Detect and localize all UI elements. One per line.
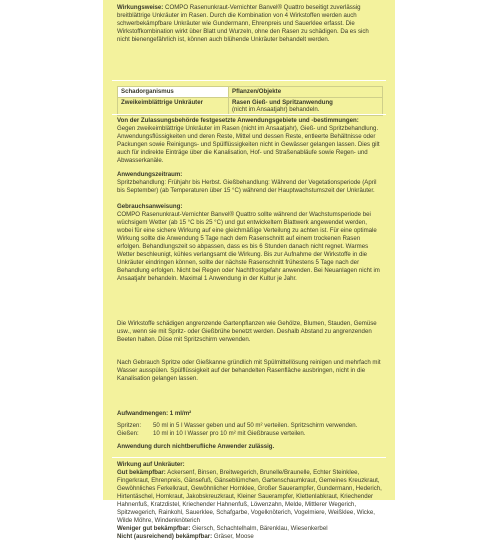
usage-heading: Gebrauchsanweisung:	[117, 203, 183, 210]
period-heading: Anwendungszeitraum:	[117, 171, 183, 178]
table-header-plants: Pflanzen/Objekte	[229, 87, 383, 98]
application-table	[117, 86, 383, 116]
cleaning-paragraph	[117, 359, 383, 383]
table-cell-organism: Zweikeimblättrige Unkräuter	[118, 97, 229, 115]
efficacy-heading: Wirkung auf Unkräuter:	[117, 461, 185, 468]
intro-text: COMPO Rasenunkraut-Vernichter Banvel® Quattro beseitigt zuverlässig breitblättrige Unkräuter im Rasen. Durch die Kombination von 4 Wirkstoffen werden auch schwerbekämpfbare Unkräuter wie Gundermann, Ehrenpreis und Sauerklee erfasst. Die Wirkstoffkombination wirkt über Blatt und Wurzeln, ohne den Rasen zu schädigen. Da es sich nicht bienengefährlich ist, können auch blühende Unkräuter behandelt werden.	[117, 4, 369, 44]
intro-paragraph	[117, 4, 383, 44]
regulation-heading: Von der Zulassungsbehörde festgesetzte Anwendungsgebiete und -bestimmungen:	[117, 117, 359, 124]
efficacy-section: Wirkung auf Unkräuter: Gut bekämpfbar: Ackersenf, Binsen, Breitwegerich, Brunelle/Braunelle, Echter Steinklee, Fingerkraut, Ehrenpreis, Gänsefuß, Gänseblümchen, Gartenschaumkraut, Gemeines Kreuzkraut, Gewöhnliches Ferkelkraut, Gewöhnlicher Hornklee, Großer Sauerampfer, Gundermann, Hederich, Hirtentäschel, Hornkraut, Jakobskreuzkraut, Kleiner Sauerampfer, Klettenlabkraut, Kriechender Hahnenfuß, Kratzdistel, Kriechender Hahnenfuß, Löwenzahn, Melde, Mittlerer Wegerich, Spitzwegerich, Rainkohl, Sauerklee, Schafgarbe, Vogelknöterich, Vogelmiere, Weißklee, Wicke, Wilde Möhre, Windenknöterich Weniger gut bekämpfbar: Giersch, Schachtelhalm, Bärenklau, Wiesenkerbel Nicht (ausreichend) bekämpfbar: Gräser, Moose	[117, 461, 382, 541]
product-label	[103, 0, 395, 541]
notice-paragraph	[117, 320, 383, 344]
efficacy-none-text: Gräser, Moose	[213, 533, 254, 541]
user-warning: Anwendung durch nichtberufliche Anwender zulässig.	[117, 443, 275, 450]
table-header-organism: Schadorganismus	[118, 87, 229, 98]
efficacy-good-text: Ackersenf, Binsen, Breitwegerich, Brunelle/Braunelle, Echter Steinklee, Fingerkraut, Ehrenpreis, Gänsefuß, Gänseblümchen, Gartenschaumkraut, Gemeines Kreuzkraut, Gewöhnliches Ferkelkraut, Gewöhnlicher Hornklee, Großer Sauerampfer, Gundermann, Hederich, Hirtentäschel, Hornkraut, Jakobskreuzkraut, Kleiner Sauerampfer, Klettenlabkraut, Kriechender Hahnenfuß, Kratzdistel, Kriechender Hahnenfuß, Löwenzahn, Melde, Mittlerer Wegerich, Spitzwegerich, Rainkohl, Sauerklee, Schafgarbe, Vogelknöterich, Vogelmiere, Weißklee, Wicke, Wilde Möhre, Windenknöterich	[117, 469, 382, 525]
dosage-water: Gießen: 10 ml in 10 l Wasser pro 10 m² mit Gießbrause verteilen.	[117, 430, 306, 438]
notice-text: Die Wirkstoffe schädigen angrenzende Gartenpflanzen wie Gehölze, Blumen, Stauden, Gemüse usw., wenn sie mit Spritz- oder Gießbrühe benetzt werden. Deshalb Abstand zu angrenzenden Beeten halten. Düse mit Spritzschirm verwenden.	[117, 320, 377, 344]
intro-heading: Wirkungsweise:	[117, 4, 164, 11]
dosage-heading: Aufwandmengen: 1 ml/m²	[117, 410, 192, 417]
usage-text: COMPO Rasenunkraut-Vernichter Banvel® Quattro sollte während der Wachstumsperiode bei wüchsigem Wetter (ab 15 °C bis 25 °C) und gut entwickeltem Blattwerk angewendet werden, wobei für eine sichere Wirkung auf eine gleichmäßige Verteilung zu achten ist. Für eine optimale Wirkung sollte die Anwendung 5 Tage nach dem Rasenschnitt auf einem trockenen Rasen erfolgen. Behandlungszeit so abpassen, dass es bis 6 Stunden danach nicht regnet. Warmes Wetter beschleunigt, kühles verlangsamt die Wirkung. Bis zur Aufnahme der Wirkstoffe in die Unkräuter eindringen können, sollte der nächste Rasenschnitt frühestens 5 Tage nach der Behandlung erfolgen. Nicht bei Regen oder Nachtfrostgefahr anwenden. Bei Neuanlagen nicht im Ansaatjahr behandeln. Maximal 1 Anwendung in der Kultur je Jahr.	[117, 211, 380, 283]
regulation-text: Gegen zweikeimblättrige Unkräuter im Rasen (nicht im Ansaatjahr), Gieß- und Spritzbehandlung. Anwendungsflüssigkeiten und deren Reste, Mittel und dessen Reste, entleerte Behältnisse oder Packungen sowie Reinigungs- und Spülflüssigkeiten nicht in Gewässer gelangen lassen. Dies gilt auch für indirekte Einträge über die Kanalisation, Hof- und Straßenabläufe sowie Regen- und Abwasserkanäle.	[117, 125, 380, 165]
cleaning-text: Nach Gebrauch Spritze oder Gießkanne gründlich mit Spülmittellösung reinigen und mehrfach mit Wasser ausspülen. Spülflüssigkeit auf der behandelten Rasenfläche ausbringen, nicht in die Kanalisation gelangen lassen.	[117, 359, 381, 383]
divider	[112, 114, 386, 115]
divider	[112, 457, 386, 458]
efficacy-less-text: Giersch, Schachtelhalm, Bärenklau, Wiesenkerbel	[192, 525, 328, 533]
period-paragraph	[117, 171, 383, 195]
regulation-paragraph	[117, 117, 383, 165]
divider	[112, 80, 386, 81]
usage-paragraph	[117, 203, 383, 283]
table-cell-plants: Rasen Gieß- und Spritzanwendung (nicht im Ansaatjahr) behandeln.	[229, 97, 383, 115]
dosage-list	[117, 422, 357, 438]
dosage-spray: Spritzen: 50 ml in 5 l Wasser geben und auf 50 m² verteilen. Spritzschirm verwenden.	[117, 422, 358, 429]
period-text: Spritzbehandlung: Frühjahr bis Herbst. Gießbehandlung: Während der Vegetationsperiode (April bis September) (ab Temperaturen über 15 °C) während der Hauptwachstumszeit der Unkräuter.	[117, 179, 377, 195]
